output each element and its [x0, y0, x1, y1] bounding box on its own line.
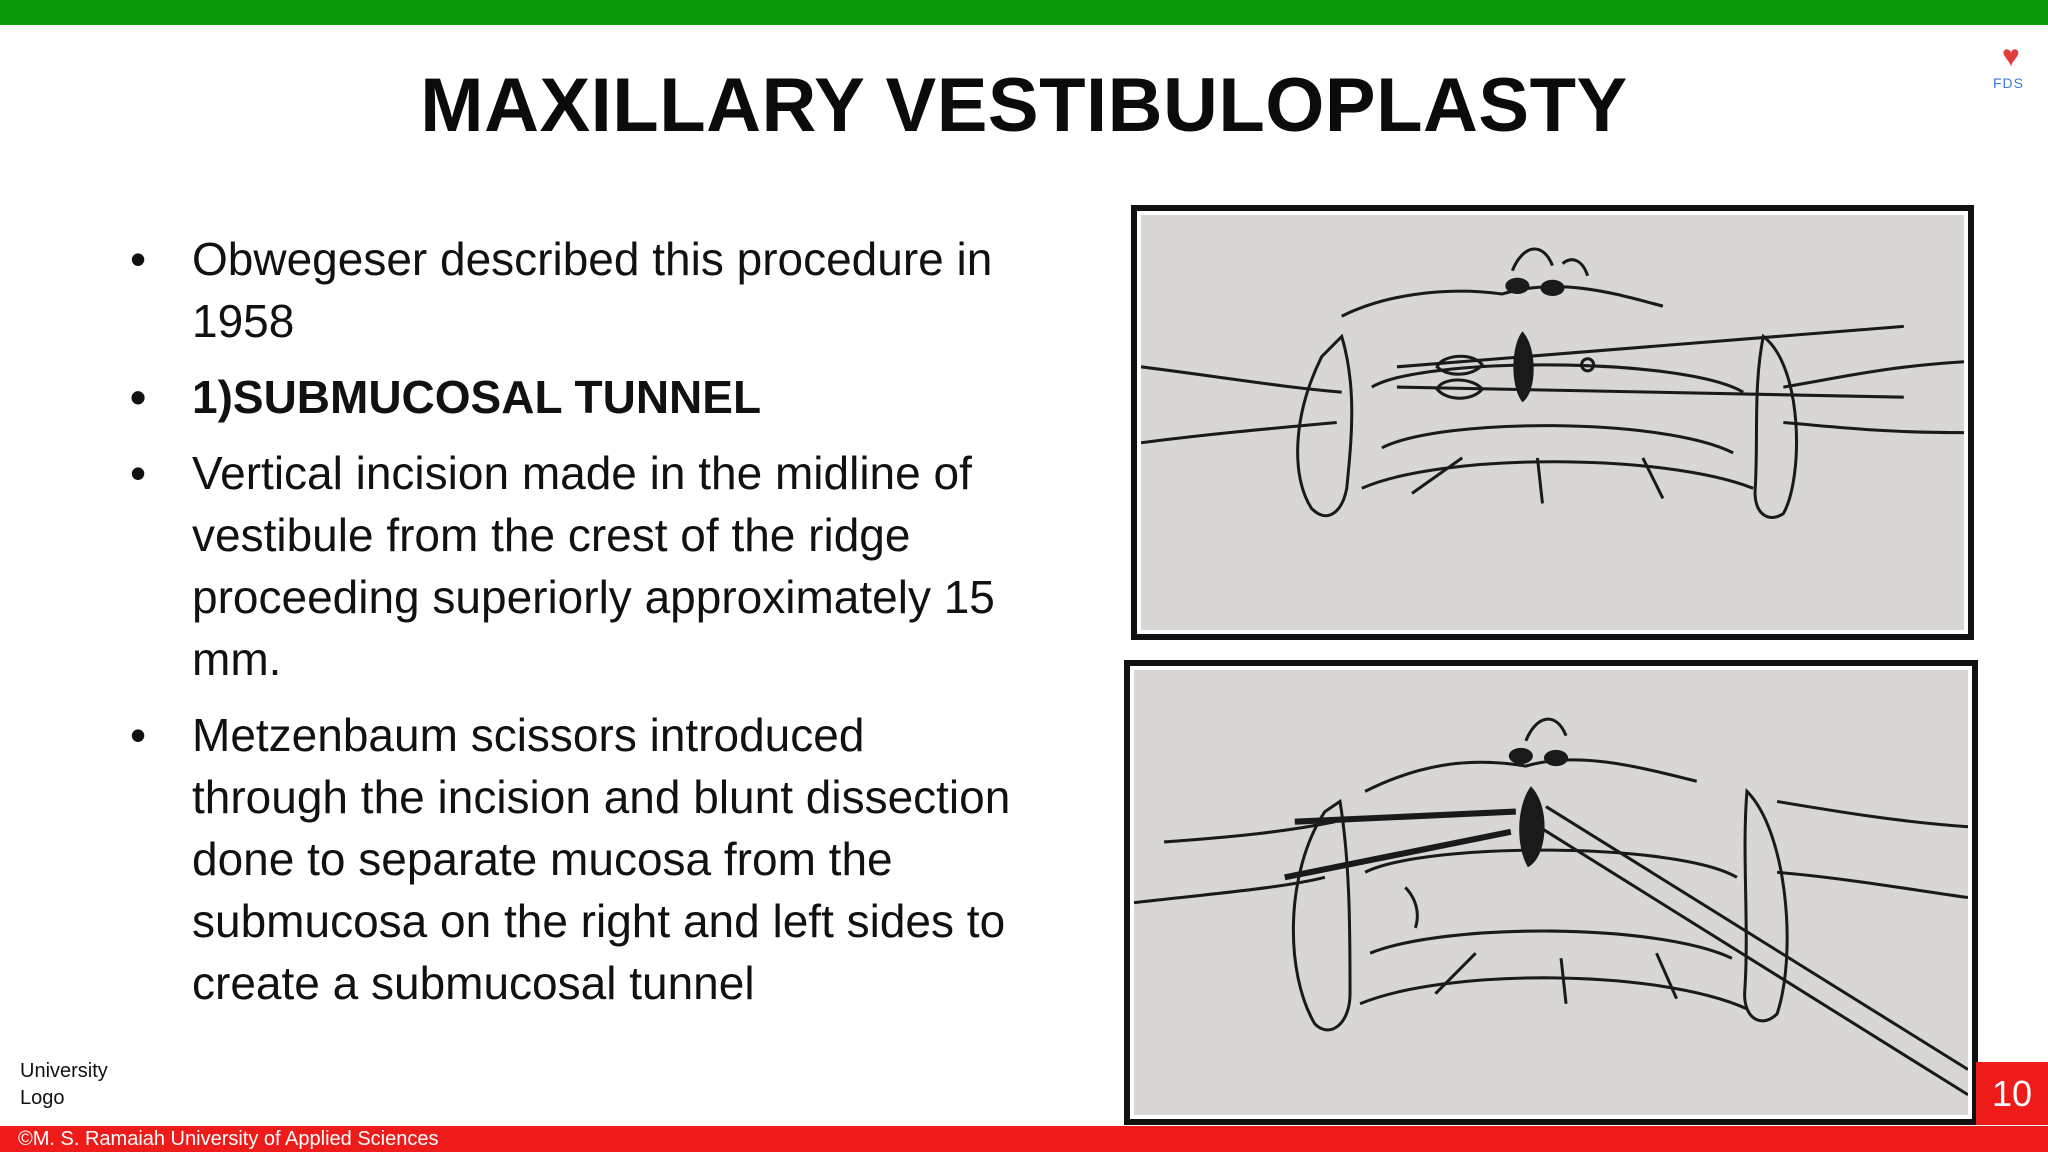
bullet-item [130, 704, 1030, 1014]
illustration-instrument-incision [1124, 660, 1978, 1125]
university-logo-line: University [20, 1060, 108, 1082]
tooth-icon: ♥ [2002, 40, 2020, 73]
university-logo-placeholder [20, 1058, 108, 1112]
bullet-text: Obwegeser described this procedure in 1958 [192, 233, 993, 347]
bullet-text: Metzenbaum scissors introduced through the incision and blunt dissection done to separate mucosa from the submucosa on the right and left sides to create a submucosal tunnel [192, 709, 1011, 1009]
bullet-item [130, 366, 1030, 428]
bullet-item [130, 442, 1030, 690]
university-logo-line: Logo [20, 1087, 65, 1109]
corner-logo [1990, 42, 2038, 92]
bullet-list [130, 228, 1030, 1028]
surgical-drawing-2 [1134, 670, 1968, 1115]
bullet-dot-icon: • [130, 233, 147, 285]
surgical-drawing-1 [1141, 215, 1964, 630]
top-accent-bar [0, 0, 2048, 25]
bullet-text: Vertical incision made in the midline of vestibule from the crest of the ridge proceeding superiorly approximately 15 mm. [192, 447, 995, 685]
bullet-dot-icon: • [130, 709, 147, 761]
bullet-dot-icon: • [130, 371, 147, 423]
bullet-text: 1)SUBMUCOSAL TUNNEL [192, 371, 762, 423]
footer-copyright: ©M. S. Ramaiah University of Applied Sciences [0, 1126, 2048, 1152]
corner-logo-text: FDS [1993, 75, 2024, 91]
slide-title: MAXILLARY VESTIBULOPLASTY [420, 63, 1628, 148]
illustration-scissors-tunnel [1131, 205, 1974, 640]
bullet-dot-icon: • [130, 447, 147, 499]
page-number-badge: 10 [1976, 1062, 2048, 1125]
bullet-item [130, 228, 1030, 352]
